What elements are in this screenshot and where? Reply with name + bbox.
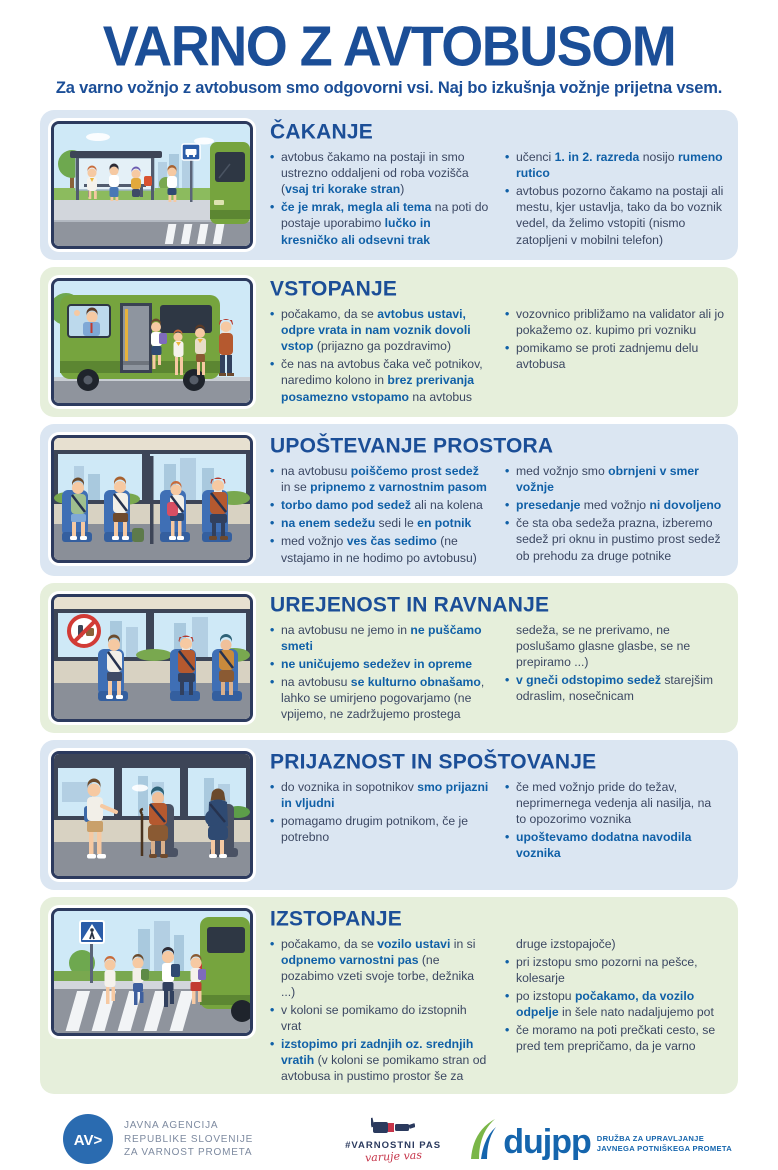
avp-line-1: JAVNA AGENCIJA [124, 1120, 219, 1132]
bullet-item: • avtobus čakamo na postaji in smo ustrezno oddaljeni od roba vozišča (vsaj tri korake stran) [270, 149, 489, 197]
bullet-column [505, 306, 724, 372]
no-eating-on-bus-illustration [54, 597, 250, 719]
boarding-bus-illustration [54, 281, 250, 403]
bullet-item: • pomagamo drugim potnikom, če je potrebno [270, 813, 489, 845]
avp-circle-icon [62, 1113, 114, 1165]
seated-passengers-illustration [54, 438, 250, 560]
illustration-card [48, 118, 256, 252]
bullet-item: • če moramo na poti prečkati cesto, se pred tem prepričamo, da je varno [505, 1022, 724, 1054]
bullet-item: • po izstopu počakamo, da vozilo odpelje in šele nato nadaljujemo pot [505, 988, 724, 1020]
dujpp-wordmark: dujpp [503, 1123, 591, 1162]
bullet-item: • med vožnjo ves čas sedimo (ne vstajamo in ne hodimo po avtobusu) [270, 533, 489, 565]
section-content [256, 118, 726, 250]
bullet-item: • do voznika in sopotnikov smo prijazni in vljudni [270, 779, 489, 811]
bullet-item: sedeža, se ne prerivamo, ne poslušamo glasne glasbe, se ne prepiramo ...) [516, 622, 691, 669]
section-content [256, 591, 726, 725]
footer [40, 1108, 738, 1170]
bullet-item: • ne uničujemo sedežev in opreme [270, 656, 489, 672]
bullet-item: • med vožnjo smo obrnjeni v smer vožnje [505, 463, 724, 495]
section-content [256, 905, 726, 1087]
page-subtitle: Za varno vožnjo z avtobusom smo odgovorni vsi. Naj bo izkušnja vožnje prijetna vsem. [55, 79, 723, 98]
bullet-item: • na avtobusu ne jemo in ne puščamo smeti [270, 622, 489, 654]
bullet-column [270, 936, 489, 1085]
section-content [256, 748, 726, 863]
illustration-card [48, 748, 256, 882]
bullet-item: • izstopimo pri zadnjih oz. srednjih vratih (v koloni se pomikamo stran od avtobusa in pustimo prostor še za [270, 1036, 489, 1084]
seatbelt-campaign-logo [345, 1116, 441, 1163]
section-title: VSTOPANJE [270, 277, 398, 301]
bullet-item: • na avtobusu poiščemo prost sedež in se pripnemo z varnostnim pasom [270, 463, 489, 495]
dujpp-swoosh-icon [467, 1117, 497, 1161]
bullet-item: • če nas na avtobus čaka več potnikov, naredimo kolono in brez prerivanja posamezno vstopamo na avtobus [270, 356, 489, 404]
illustration-card [48, 432, 256, 566]
bullet-item: • če med vožnjo pride do težav, neprimernega vedenja ali nasilja, na to opozorimo voznika [505, 779, 724, 827]
bullet-item: • počakamo, da se avtobus ustavi, odpre vrata in nam voznik dovoli vstop (prijazno ga pozdravimo) [270, 306, 489, 354]
no-eating-sign [69, 616, 99, 646]
avp-line-3: ZA VARNOST PROMETA [124, 1147, 253, 1159]
bullet-item: • vozovnico približamo na validator ali jo pokažemo oz. kupimo pri vozniku [505, 306, 724, 338]
kindness-on-bus-illustration [54, 754, 250, 876]
section-title: IZSTOPANJE [270, 906, 402, 931]
avp-line-2: REPUBLIKE SLOVENIJE [124, 1133, 254, 1145]
bullet-column [270, 622, 489, 723]
bullet-item: • upoštevamo dodatna navodila voznika [505, 829, 724, 861]
bullet-item: • počakamo, da se vozilo ustavi in si odpnemo varnostni pas (ne pozabimo vzeti svoje torbe, dežnika ...) [270, 936, 489, 1000]
handrail-pole [150, 456, 154, 544]
approaching-bus-front [210, 142, 250, 224]
bullet-item: • torbo damo pod sedež ali na kolena [270, 497, 489, 513]
bullet-item: • na enem sedežu sedi le en potnik [270, 515, 489, 531]
bullet-column [270, 149, 489, 248]
seatbelt-slogan-text: varuje vas [364, 1148, 422, 1165]
section-izstopanje [40, 897, 738, 1095]
bullet-column [270, 463, 489, 566]
illustration-card [48, 275, 256, 409]
bullet-item: • pomikamo se proti zadnjemu delu avtobusa [505, 340, 724, 372]
svg-text:AV>: AV> [73, 1132, 103, 1150]
bullet-column [270, 306, 489, 405]
section-cakanje [40, 110, 738, 260]
seatbelt-hashtag-text: #VARNOSTNI PAS [345, 1139, 442, 1151]
bullet-column [505, 622, 724, 704]
bullet-item: druge izstopajoče) [516, 936, 616, 951]
bullet-item: • avtobus pozorno čakamo na postaji ali mestu, kjer ustavlja, tako da bo voznik vedel, da želimo vstopiti (nismo zatopljeni v mobilni telefon) [505, 183, 724, 247]
page-title: VARNO Z AVTOBUSOM [102, 15, 676, 79]
dujpp-company-text [597, 1134, 732, 1155]
bullet-item: • v gneči odstopimo sedež starejšim odraslim, nosečnicam [505, 672, 724, 704]
section-upostevanje-prostora [40, 424, 738, 576]
bullet-item: • presedanje med vožnjo ni dovoljeno [505, 497, 724, 513]
section-title: ČAKANJE [270, 120, 373, 144]
bullet-item: • v koloni se pomikamo do izstopnih vrat [270, 1002, 489, 1034]
seatbelt-buckle-icon [371, 1116, 415, 1138]
section-title: UPOŠTEVANJE PROSTORA [270, 434, 554, 458]
bullet-item: • na avtobusu se kulturno obnašamo, lahko se umirjeno pogovarjamo (ne vpijemo, ne zadržujemo prostega [270, 674, 489, 722]
bullet-item: • če sta oba sedeža prazna, izberemo sedež pri oknu in pustimo prost sedež ob prehodu za druge potnike [505, 515, 724, 563]
section-title: PRIJAZNOST IN SPOŠTOVANJE [270, 749, 597, 774]
illustration-card [48, 905, 256, 1039]
avp-logo [62, 1113, 253, 1165]
bullet-column [505, 779, 724, 861]
bullet-item: • če je mrak, megla ali tema na poti do postaje uporabimo lučko in kresničko ali odsevni trak [270, 199, 489, 247]
dujpp-line-2: JAVNEGA POTNIŠKEGA PROMETA [596, 1144, 732, 1154]
dujpp-line-1: DRUŽBA ZA UPRAVLJANJE [596, 1133, 705, 1143]
bullet-column [505, 936, 724, 1055]
dujpp-logo [467, 1117, 732, 1161]
section-prijaznost-in-spostovanje [40, 740, 738, 890]
section-urejenost-in-ravnanje [40, 583, 738, 733]
section-title: UREJENOST IN RAVNANJE [270, 592, 550, 617]
bullet-column [505, 463, 724, 564]
avp-agency-text [124, 1119, 253, 1160]
illustration-card [48, 591, 256, 725]
bullet-item: • učenci 1. in 2. razreda nosijo rumeno rutico [505, 149, 724, 181]
bullet-item: • pri izstopu smo pozorni na pešce, kolesarje [505, 954, 724, 986]
section-content [256, 432, 726, 568]
bus-stop-waiting-illustration [54, 124, 250, 246]
bullet-column [505, 149, 724, 248]
crossing-after-exit-illustration [54, 911, 250, 1033]
bus-side [60, 295, 220, 379]
section-vstopanje [40, 267, 738, 417]
bullet-column [270, 779, 489, 845]
section-content [256, 275, 726, 407]
